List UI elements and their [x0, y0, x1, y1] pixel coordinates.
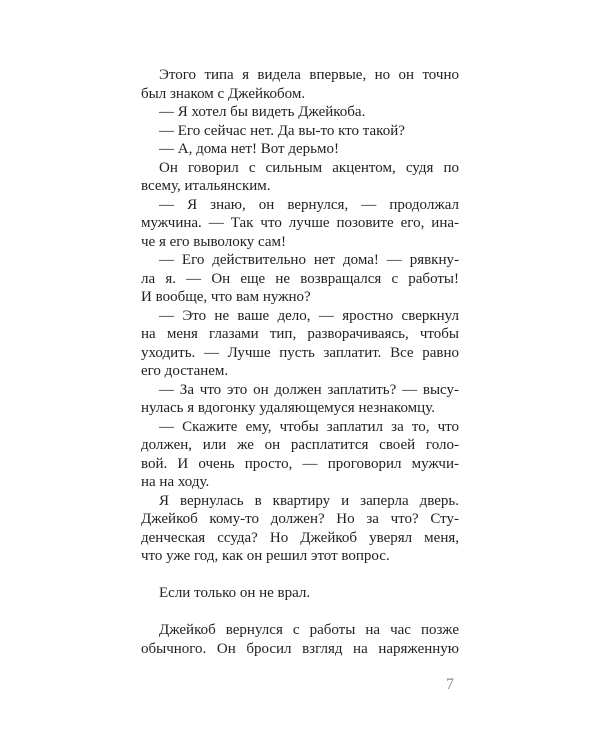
text-line: — Его сейчас нет. Да вы-то кто такой?	[159, 122, 405, 139]
text-line: был знаком с Джейкобом.	[141, 85, 306, 102]
text-line: на на ходу.	[141, 474, 210, 490]
text-line: И вообще, что вам нужно?	[141, 289, 311, 305]
text-line: — Его действительно нет дома! — рявкну-	[159, 252, 459, 268]
text-line: — Скажите ему, чтобы заплатил за то, что	[159, 418, 459, 435]
text-line: Этого типа я видела впервые, но он точно	[159, 67, 459, 83]
text-line: — Я знаю, он вернулся, — продолжал	[159, 196, 459, 213]
text-line: — За что это он должен заплатить? — высу-	[159, 381, 459, 398]
text-line: — А, дома нет! Вот дерьмо!	[159, 141, 339, 157]
text-line: Джейкоб вернулся с работы на час позже	[159, 622, 459, 638]
text-line: Если только он не врал.	[159, 585, 311, 601]
page-number: 7	[446, 676, 454, 693]
text-line: мужчина. — Так что лучше позовите его, ина-	[141, 215, 459, 231]
text-line: что уже год, как он решил этот вопрос.	[141, 548, 390, 564]
text-line: нулась я вдогонку удаляющемуся незнакомцу.	[141, 400, 435, 416]
body-text	[141, 66, 459, 658]
text-line: вой. И очень просто, — проговорил мужчи-	[141, 455, 459, 472]
text-line: на меня глазами тип, разворачиваясь, чтобы	[141, 326, 459, 342]
text-line: — Я хотел бы видеть Джейкоба.	[159, 104, 366, 120]
text-line: обычного. Он бросил взгляд на наряженную	[141, 640, 459, 657]
text-line: Я вернулась в квартиру и заперла дверь.	[159, 492, 459, 509]
text-line: Джейкоб кому-то должен? Но за что? Сту-	[141, 511, 459, 527]
text-line: всему, итальянским.	[141, 178, 271, 194]
blank-line	[141, 566, 459, 585]
text-line: ла я. — Он еще не возвращался с работы!	[141, 270, 459, 287]
text-line: денческая ссуда? Но Джейкоб уверял меня,	[141, 529, 459, 546]
text-line: его достанем.	[141, 363, 229, 379]
text-line: — Это не ваше дело, — яростно сверкнул	[159, 307, 459, 324]
text-line: Он говорил с сильным акцентом, судя по	[159, 159, 459, 176]
text-line: че я его выволоку сам!	[141, 233, 287, 250]
blank-line	[141, 603, 459, 622]
text-line: должен, или же он расплатится своей голо-	[141, 437, 459, 453]
text-line: уходить. — Лучше пусть заплатит. Все равно	[141, 344, 459, 361]
